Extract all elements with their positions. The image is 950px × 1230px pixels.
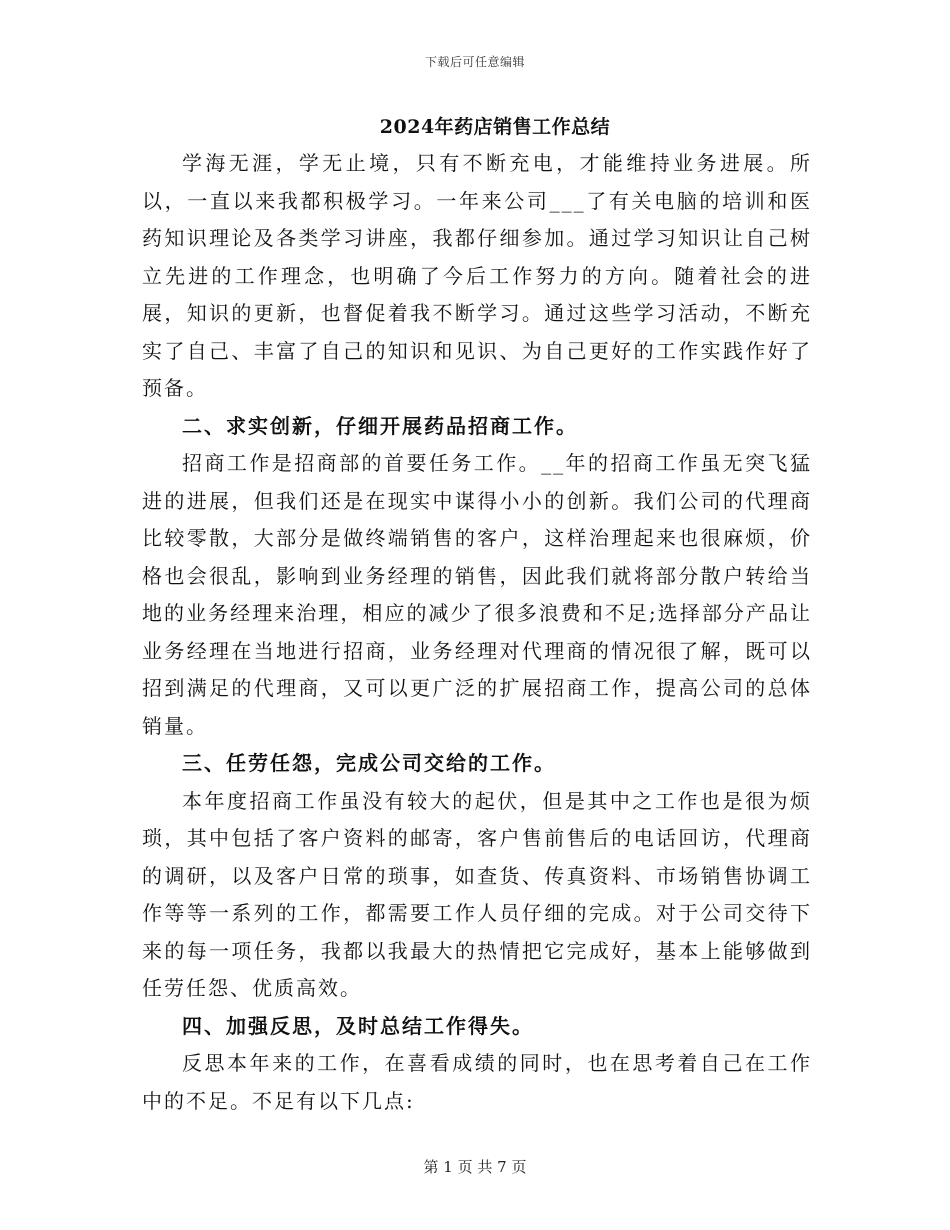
section-heading-4: 四、加强反思，及时总结工作得失。 [182,1013,534,1038]
document-title: 2024年药店销售工作总结 [379,116,611,138]
paragraph-reflection: 反思本年来的工作，在喜看成绩的同时，也在思考着自己在工作中的不足。不足有以下几点: [142,1051,812,1113]
page-number: 第 1 页 共 7 页 [423,1158,527,1176]
paragraph-study: 学海无涯，学无止境，只有不断充电，才能维持业务进展。所以，一直以来我都积极学习。一年来公司___了有关电脑的培训和医药知识理论及各类学习讲座，我都仔细参加。通过学习知识让自己树立先进的工作理念，也明确了今后工作努力的方向。随着社会的进展，知识的更新，也督促着我不断学习。通过这些学习活动，不断充实了自己、丰富了自己的知识和见识、为自己更好的工作实践作好了预备。 [142,151,812,400]
paragraph-investment: 招商工作是招商部的首要任务工作。__年的招商工作虽无突飞猛进的进展，但我们还是在现实中谋得小小的创新。我们公司的代理商比较零散，大部分是做终端销售的客户，这样治理起来也很麻烦，价格也会很乱，影响到业务经理的销售，因此我们就将部分散户转给当地的业务经理来治理，相应的减少了很多浪费和不足;选择部分产品让业务经理在当地进行招商，业务经理对代理商的情况很了解，既可以招到满足的代理商，又可以更广泛的扩展招商工作，提高公司的总体销量。 [142,451,812,738]
header-note: 下载后可任意编辑 [424,55,525,69]
document-body [142,145,812,1120]
section-heading-2: 二、求实创新，仔细开展药品招商工作。 [182,413,578,438]
paragraph-tasks: 本年度招商工作虽没有较大的起伏，但是其中之工作也是很为烦琐，其中包括了客户资料的邮寄，客户售前售后的电话回访，代理商的调研，以及客户日常的琐事，如查货、传真资料、市场销售协调工作等等一系列的工作，都需要工作人员仔细的完成。对于公司交待下来的每一项任务，我都以我最大的热情把它完成好，基本上能够做到任劳任怨、优质高效。 [142,788,812,1000]
section-heading-3: 三、任劳任怨，完成公司交给的工作。 [182,751,556,775]
